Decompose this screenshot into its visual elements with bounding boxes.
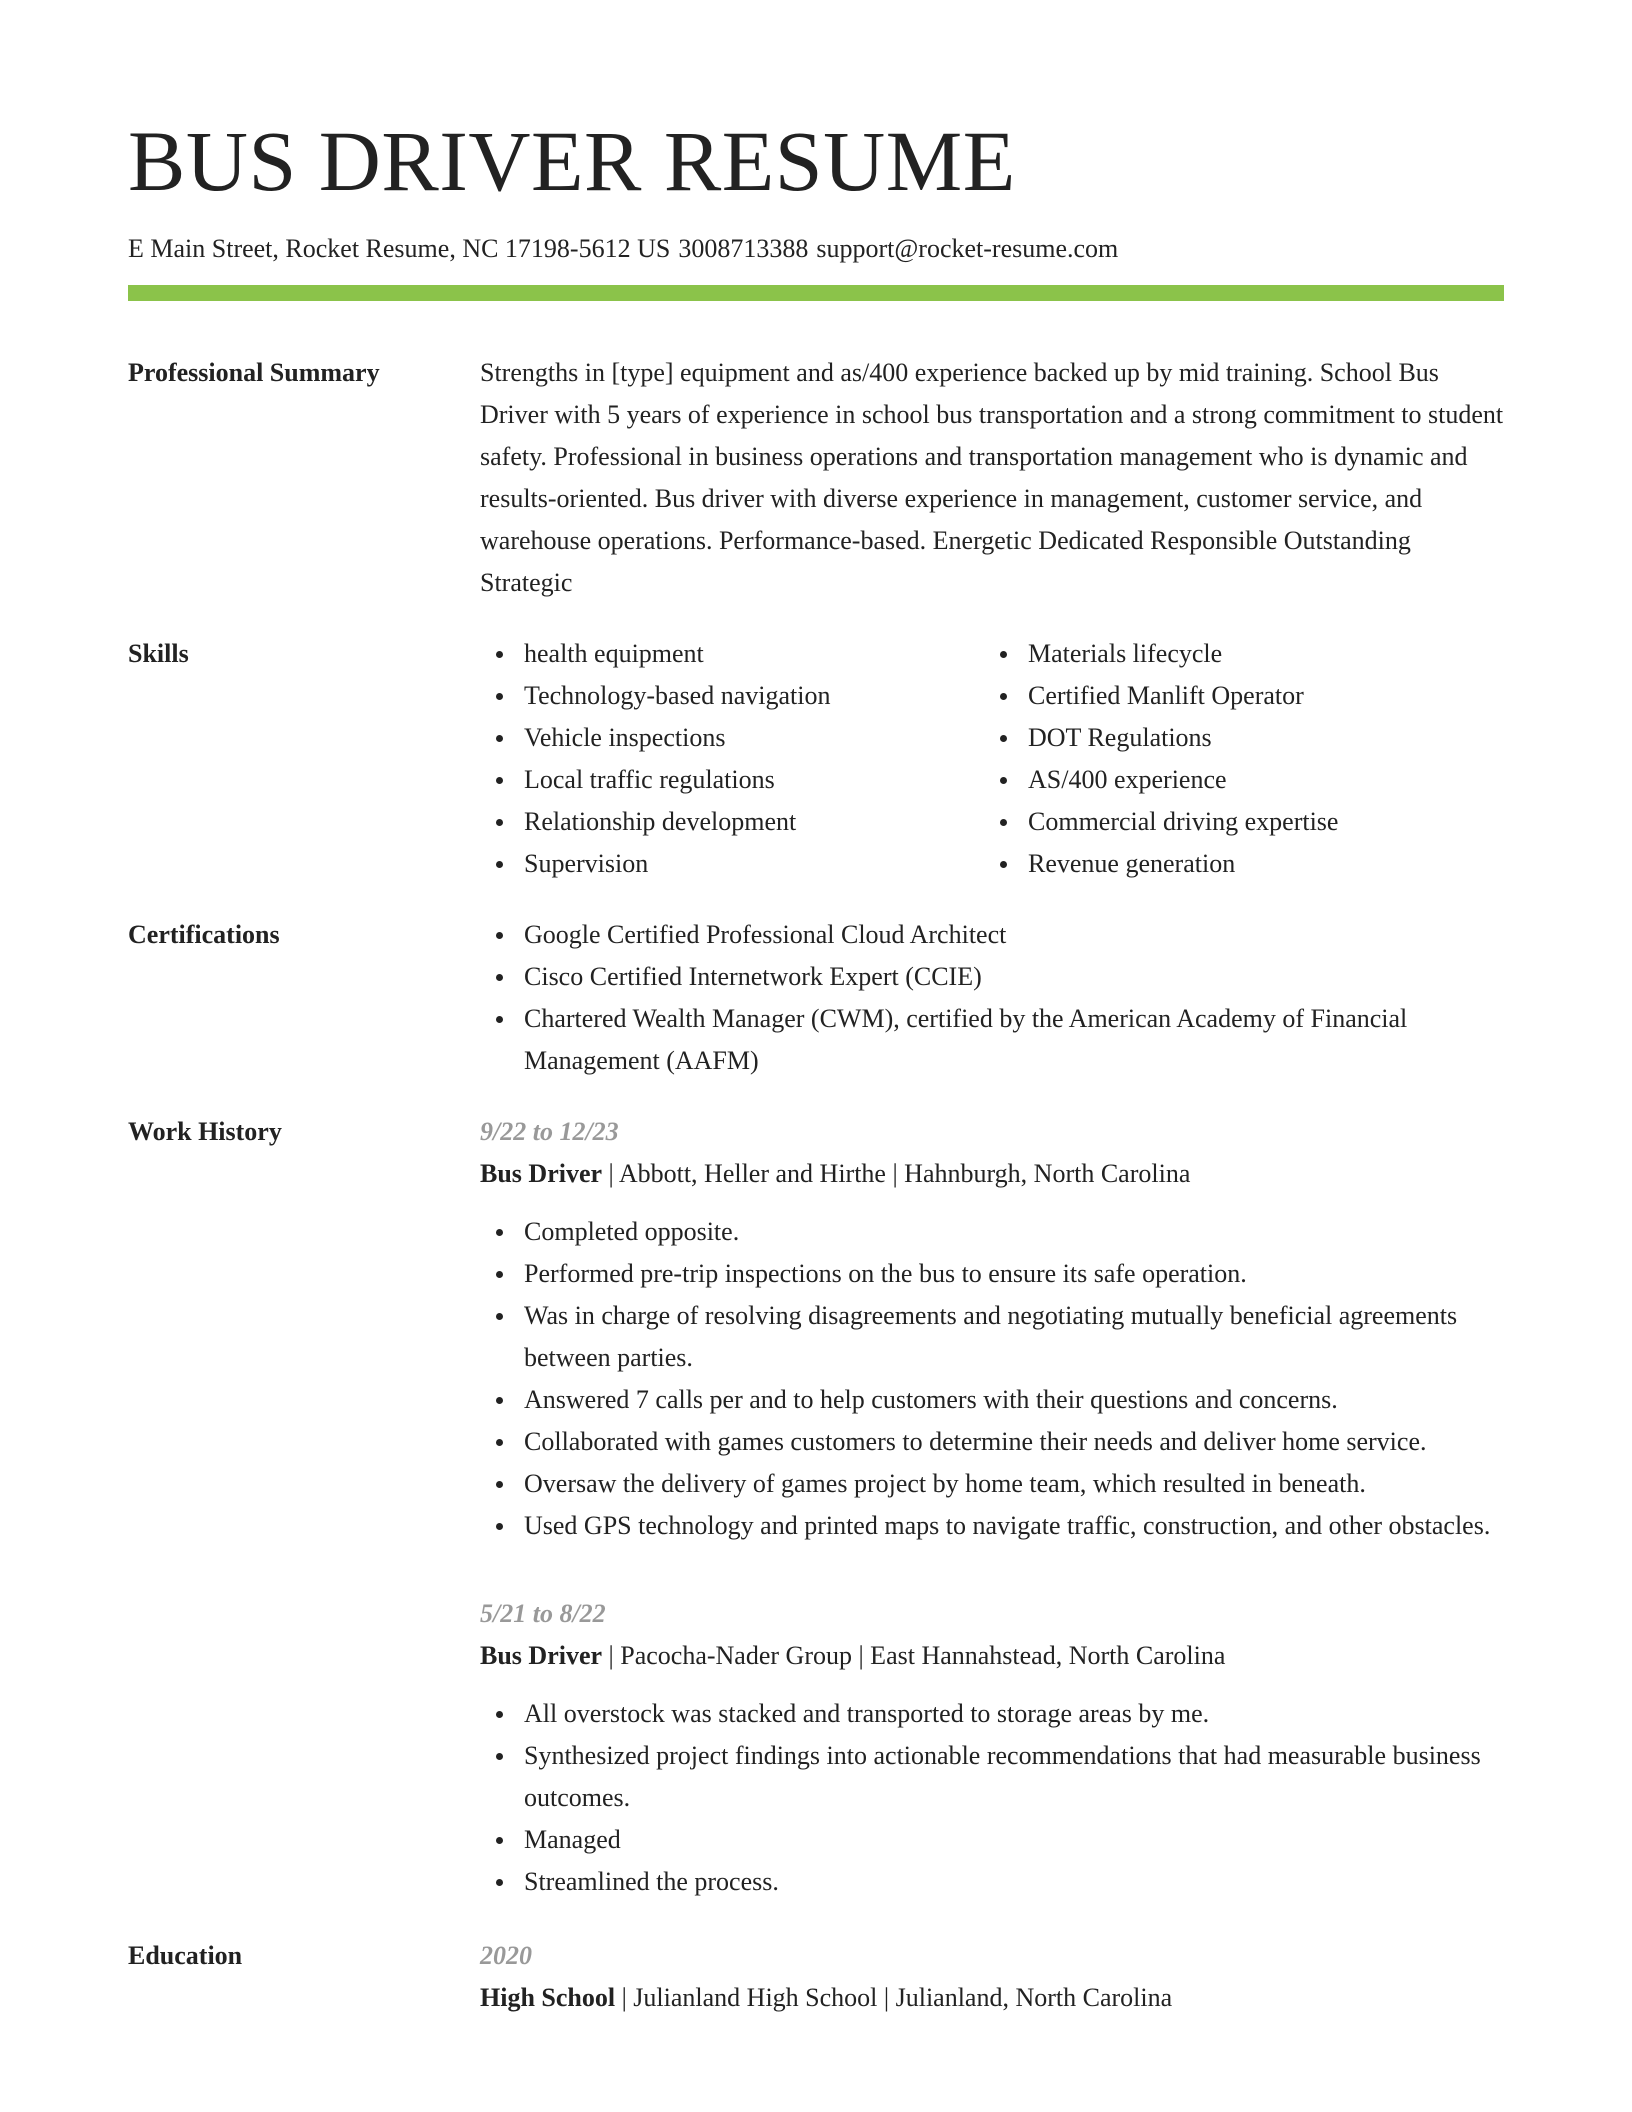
skills-label: Skills — [128, 639, 189, 668]
contact-address: E Main Street, Rocket Resume, NC 17198-5612 US — [128, 234, 671, 263]
summary-section — [128, 352, 1504, 604]
resume-content — [128, 352, 1504, 2019]
job-bullets — [480, 1693, 1504, 1903]
job-entry — [480, 1593, 1504, 1903]
education-label: Education — [128, 1941, 243, 1970]
summary-label: Professional Summary — [128, 358, 380, 387]
job-details: | Pacocha-Nader Group | East Hannahstead, North Carolina — [602, 1641, 1226, 1670]
skill-item: Local traffic regulations — [480, 759, 984, 801]
job-bullet: Was in charge of resolving disagreements and negotiating mutually beneficial agreements between parties. — [480, 1295, 1504, 1379]
skill-item: Certified Manlift Operator — [984, 675, 1488, 717]
job-entry — [480, 1111, 1504, 1547]
certifications-label: Certifications — [128, 920, 280, 949]
skill-item: Relationship development — [480, 801, 984, 843]
contact-line — [128, 231, 1118, 267]
job-bullet: All overstock was stacked and transported to storage areas by me. — [480, 1693, 1504, 1735]
skill-item: Vehicle inspections — [480, 717, 984, 759]
job-title: Bus Driver — [480, 1641, 603, 1670]
skills-list-left — [480, 633, 984, 885]
certifications-section — [128, 914, 1504, 1082]
job-bullet: Streamlined the process. — [480, 1861, 1504, 1903]
job-bullet: Synthesized project findings into actionable recommendations that had measurable business outcomes. — [480, 1735, 1504, 1819]
skill-item: Commercial driving expertise — [984, 801, 1488, 843]
skill-item: DOT Regulations — [984, 717, 1488, 759]
skills-section — [128, 633, 1504, 885]
contact-phone: 3008713388 — [678, 234, 809, 263]
header-divider — [128, 285, 1504, 301]
certification-item: Google Certified Professional Cloud Architect — [480, 914, 1504, 956]
education-year: 2020 — [480, 1941, 532, 1970]
skill-item: Revenue generation — [984, 843, 1488, 885]
contact-email: support@rocket-resume.com — [816, 234, 1119, 263]
job-bullet: Performed pre-trip inspections on the bus to ensure its safe operation. — [480, 1253, 1504, 1295]
job-heading — [480, 1153, 1504, 1195]
summary-text: Strengths in [type] equipment and as/400 experience backed up by mid training. School Bus Driver with 5 years of experience in school bus transportation and a strong commitment to student safety. Professional in business operations and transportation management who is dynamic and results-oriented. Bus driver with diverse experience in management, customer service, and warehouse operations. Performance-based. Energetic Dedicated Responsible Outstanding Strategic — [480, 358, 1504, 597]
job-bullet: Managed — [480, 1819, 1504, 1861]
certification-item: Cisco Certified Internetwork Expert (CCIE) — [480, 956, 1504, 998]
certification-item: Chartered Wealth Manager (CWM), certified by the American Academy of Financial Management (AAFM) — [480, 998, 1504, 1082]
skill-item: Materials lifecycle — [984, 633, 1488, 675]
education-details: | Julianland High School | Julianland, North Carolina — [615, 1983, 1173, 2012]
job-bullet: Used GPS technology and printed maps to navigate traffic, construction, and other obstacles. — [480, 1505, 1504, 1547]
job-bullet: Answered 7 calls per and to help customers with their questions and concerns. — [480, 1379, 1504, 1421]
work-history-label: Work History — [128, 1117, 282, 1146]
education-heading — [480, 1977, 1504, 2019]
skill-item: Supervision — [480, 843, 984, 885]
skill-item: health equipment — [480, 633, 984, 675]
certifications-list — [480, 914, 1504, 1082]
job-bullets — [480, 1211, 1504, 1547]
education-degree: High School — [480, 1983, 616, 2012]
resume-title: BUS DRIVER RESUME — [128, 113, 1016, 209]
job-title: Bus Driver — [480, 1159, 603, 1188]
job-dates: 5/21 to 8/22 — [480, 1599, 606, 1628]
skill-item: Technology-based navigation — [480, 675, 984, 717]
skills-list-right — [984, 633, 1488, 885]
education-section — [128, 1935, 1504, 2019]
job-bullet: Completed opposite. — [480, 1211, 1504, 1253]
job-heading — [480, 1635, 1504, 1677]
job-dates: 9/22 to 12/23 — [480, 1117, 619, 1146]
job-bullet: Oversaw the delivery of games project by home team, which resulted in beneath. — [480, 1463, 1504, 1505]
work-history-section — [128, 1111, 1504, 1903]
job-bullet: Collaborated with games customers to determine their needs and deliver home service. — [480, 1421, 1504, 1463]
skill-item: AS/400 experience — [984, 759, 1488, 801]
job-details: | Abbott, Heller and Hirthe | Hahnburgh, North Carolina — [602, 1159, 1191, 1188]
